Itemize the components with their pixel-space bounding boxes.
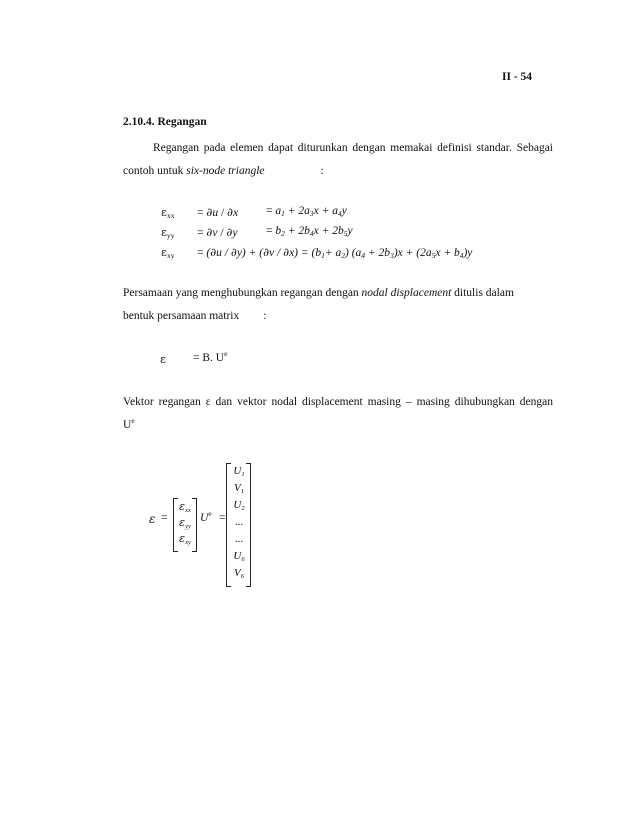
para2-suffix: ditulis dalam <box>451 287 514 299</box>
matrix-lhs-epsilon: ε <box>149 512 156 526</box>
para2-colon: : <box>263 310 267 322</box>
disp-v1: $V_1$ <box>234 482 244 495</box>
paragraph-2-line-2 <box>123 310 266 322</box>
matrix-eq-sign-1: = <box>161 512 168 524</box>
strain-eq-xx-mid: = ∂u / ∂x <box>197 205 239 219</box>
page-number: II - 54 <box>502 71 533 83</box>
matrix-eq-sup: e <box>224 349 228 358</box>
matrix-eq-rhs: = B. U <box>193 352 225 364</box>
strain-symbol: ε <box>160 352 166 366</box>
para1-colon: : <box>320 165 324 177</box>
disp-u6: $U_6$ <box>233 550 245 563</box>
disp-ellipsis-1: ... <box>234 516 244 528</box>
strain-vector-yy: $\varepsilon_{yy}$ <box>179 516 191 530</box>
strain-eq-yy-label: $\varepsilon_{yy}$ <box>161 225 175 240</box>
disp-u2: $U_2$ <box>233 499 245 512</box>
para2-line2-text: bentuk persamaan matrix <box>123 310 240 322</box>
para1-italic: six-node triangle <box>186 165 265 177</box>
strain-eq-xy-label: $\varepsilon_{xy}$ <box>161 245 175 260</box>
strain-eq-yy-mid: = ∂v / ∂y <box>197 225 238 239</box>
ue-symbol: $U^e$ <box>200 509 212 524</box>
paragraph-1-line-2 <box>123 165 324 177</box>
disp-u1: $U_1$ <box>233 465 245 478</box>
para1-prefix: contoh untuk <box>123 165 187 177</box>
disp-v6: $V_6$ <box>234 567 244 580</box>
strain-eq-xx-right: = $a_1 + 2a_3x + a_4y$ <box>266 205 347 218</box>
strain-eq-yy-right: = $b_2 + 2b_4x + 2b_5y$ <box>266 225 353 238</box>
strain-vector-xy: $\varepsilon_{xy}$ <box>179 532 191 546</box>
disp-ellipsis-2: ... <box>234 533 244 545</box>
strain-eq-xx-label: $\varepsilon_{xx}$ <box>161 205 175 220</box>
para2-italic: nodal displacement <box>361 287 452 299</box>
para2-prefix: Persamaan yang menghubungkan regangan dengan <box>123 287 362 299</box>
paragraph-3-line-2 <box>123 416 135 431</box>
para3-u: U <box>123 419 132 431</box>
matrix-eq-sign-2: = <box>219 512 226 524</box>
para3-sup: e <box>131 416 135 425</box>
paragraph-3-line-1: Vektor regangan ε dan vektor nodal displacement masing – masing dihubungkan dengan <box>123 396 553 408</box>
strain-matrix-equation <box>193 349 228 364</box>
strain-eq-xy-mid: = $(\partial u / \partial y) + (\partial v / \partial x) = (b_1+ a_2) (a_4 + 2b_3)x + (2a_5x + b_4)y$ <box>197 245 473 260</box>
paragraph-1-line-1: Regangan pada elemen dapat diturunkan dengan memakai definisi standar. Sebagai <box>153 142 553 154</box>
section-heading: 2.10.4. Regangan <box>123 116 207 128</box>
paragraph-2-line-1 <box>123 287 514 299</box>
strain-vector-xx: $\varepsilon_{xx}$ <box>179 500 191 514</box>
